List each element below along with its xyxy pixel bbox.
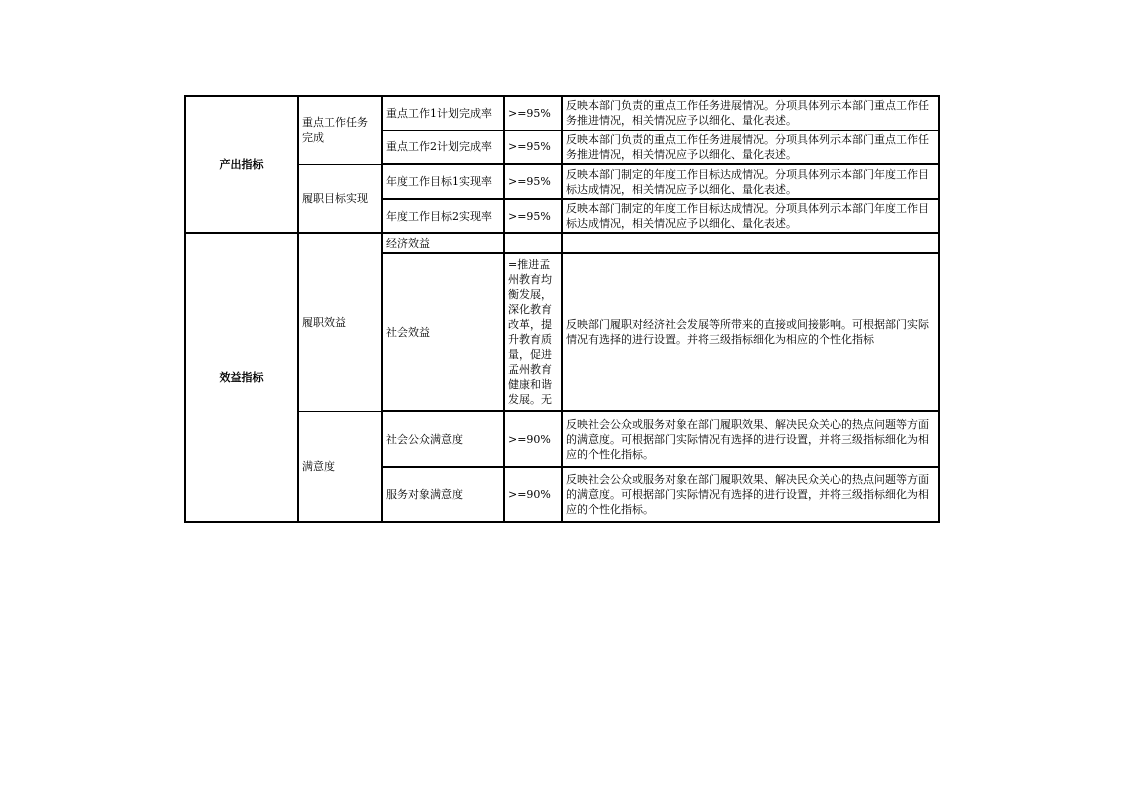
indicator-description: 反映部门履职对经济社会发展等所带来的直接或间接影响。可根据部门实际情况有选择的进行设置。并将三级指标细化为相应的个性化指标 [562,253,939,411]
table-row [185,233,939,253]
level2-duty-goals: 履职目标实现 [298,164,382,233]
level3-indicator: 服务对象满意度 [382,467,504,522]
level3-indicator: 社会公众满意度 [382,411,504,467]
indicator-value: >=95% [504,130,562,164]
indicator-value: >=95% [504,96,562,130]
indicator-description: 反映社会公众或服务对象在部门履职效果、解决民众关心的热点问题等方面的满意度。可根据部门实际情况有选择的进行设置，并将三级指标细化为相应的个性化指标。 [562,411,939,467]
level1-output: 产出指标 [185,96,298,233]
level3-indicator: 重点工作1计划完成率 [382,96,504,130]
level2-key-tasks: 重点工作任务完成 [298,96,382,164]
indicator-description [562,233,939,253]
level3-indicator: 年度工作目标2实现率 [382,199,504,233]
table-row [185,96,939,130]
table-row [185,411,939,467]
indicator-value: =推进孟州教育均衡发展，深化教育改革，提升教育质量，促进孟州教育健康和谐发展。无 [504,253,562,411]
indicator-description: 反映本部门制定的年度工作目标达成情况。分项具体列示本部门年度工作目标达成情况，相关情况应予以细化、量化表述。 [562,164,939,199]
performance-indicator-table [184,95,940,523]
level3-indicator: 重点工作2计划完成率 [382,130,504,164]
indicator-description: 反映社会公众或服务对象在部门履职效果、解决民众关心的热点问题等方面的满意度。可根据部门实际情况有选择的进行设置，并将三级指标细化为相应的个性化指标。 [562,467,939,522]
level3-indicator: 年度工作目标1实现率 [382,164,504,199]
level3-indicator: 社会效益 [382,253,504,411]
level1-benefit: 效益指标 [185,233,298,522]
indicator-value: >=90% [504,467,562,522]
level2-satisfaction: 满意度 [298,411,382,522]
indicator-value: >=95% [504,164,562,199]
indicator-description: 反映本部门负责的重点工作任务进展情况。分项具体列示本部门重点工作任务推进情况，相关情况应予以细化、量化表述。 [562,130,939,164]
table-row [185,164,939,199]
indicator-description: 反映本部门制定的年度工作目标达成情况。分项具体列示本部门年度工作目标达成情况，相关情况应予以细化、量化表述。 [562,199,939,233]
indicator-value: >=95% [504,199,562,233]
indicator-description: 反映本部门负责的重点工作任务进展情况。分项具体列示本部门重点工作任务推进情况，相关情况应予以细化、量化表述。 [562,96,939,130]
level3-indicator: 经济效益 [382,233,504,253]
indicator-value: >=90% [504,411,562,467]
indicator-value [504,233,562,253]
level2-duty-benefit: 履职效益 [298,233,382,411]
